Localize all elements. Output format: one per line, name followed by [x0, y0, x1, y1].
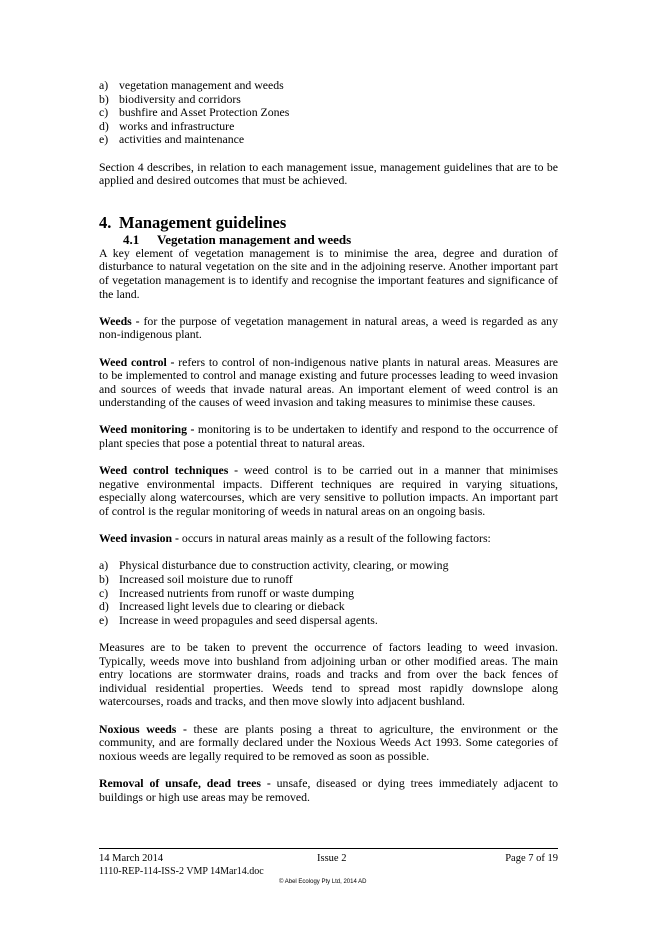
list-item: a) Physical disturbance due to construction activity, clearing, or mowing: [99, 558, 449, 573]
weed-control-definition: Weed control - refers to control of non-indigenous native plants in natural areas. Measures are to be implemented to control and manage existing and future processes leading to weed invasion and sources of weeds that invade natural areas. An important element of weed control is an understanding of the causes of weed invasion and taking measures to minimise these causes.: [99, 354, 558, 410]
intro-paragraph: Section 4 describes, in relation to each management issue, management guidelines that are to be applied and desired outcomes that must be achieved.: [99, 159, 558, 188]
footer-copyright: © Abel Ecology Pty Ltd, 2014 AD: [279, 879, 367, 885]
invasion-factors-list: [99, 559, 558, 627]
footer-document-reference: 1110-REP-114-ISS-2 VMP 14Mar14.doc: [99, 866, 264, 877]
page-footer: [99, 852, 558, 885]
list-item: a) vegetation management and weeds: [99, 78, 284, 92]
page-body: [99, 79, 558, 804]
noxious-weeds-definition: Noxious weeds - these are plants posing a threat to agriculture, the environment or the community, and are formally declared under the Noxious Weeds Act 1993. Some categories of noxious weeds are legally required to be removed as soon as possible.: [99, 721, 558, 763]
list-item: e) Increase in weed propagules and seed dispersal agents.: [99, 612, 378, 627]
list-item: d) Increased light levels due to clearing or dieback: [99, 599, 345, 614]
list-item: c) bushfire and Asset Protection Zones: [99, 105, 290, 120]
weeds-definition: Weeds - for the purpose of vegetation management in natural areas, a weed is regarded as any non-indigenous plant.: [99, 313, 558, 342]
management-issues-list: [99, 79, 558, 147]
weed-invasion-definition: Weed invasion - occurs in natural areas mainly as a result of the following factors:: [99, 531, 491, 546]
list-item: b) Increased soil moisture due to runoff: [99, 572, 293, 586]
footer-divider: [99, 848, 558, 849]
list-item: c) Increased nutrients from runoff or waste dumping: [99, 585, 354, 600]
list-item: e) activities and maintenance: [99, 132, 245, 147]
footer-date: 14 March 2014: [99, 853, 164, 864]
weed-monitoring-definition: Weed monitoring - monitoring is to be undertaken to identify and respond to the occurrence of plant species that pose a potential threat to natural areas.: [99, 422, 558, 451]
list-item: b) biodiversity and corridors: [99, 91, 241, 106]
list-item: d) works and infrastructure: [99, 118, 235, 133]
weed-control-techniques-definition: Weed control techniques - weed control is to be carried out in a manner that minimises negative environmental impacts. Different techniques are required in varying situations, especially along watercourses, which are very sensitive to pollution impacts. An important part of control is the regular monitoring of weeds in natural areas on an ongoing basis.: [99, 463, 558, 519]
footer-issue: Issue 2: [317, 853, 347, 864]
dead-trees-definition: Removal of unsafe, dead trees - unsafe, diseased or dying trees immediately adjacent to buildings or high use areas may be removed.: [99, 775, 558, 804]
subsection-heading: 4.1 Vegetation management and weeds: [123, 231, 352, 247]
measures-paragraph: Measures are to be taken to prevent the occurrence of factors leading to weed invasion. Typically, weeds move into bushland from adjoining urban or other modified areas. The main entry locations are stormwater drains, roads and tracks and from over the back fences of individual residential properties. Weeds tend to spread most rapidly downslope along watercourses, roads and tracks, and then move slowly into adjacent bushland.: [99, 639, 558, 709]
vegetation-management-paragraph: A key element of vegetation management is to minimise the area, degree and duration of disturbance to natural vegetation on the site and in the adjoining reserve. Another important part of vegetation management is to identify and recognise the important features and significance of the land.: [99, 245, 558, 301]
footer-page-number: Page 7 of 19: [505, 853, 558, 864]
section-heading: 4. Management guidelines: [99, 212, 287, 232]
